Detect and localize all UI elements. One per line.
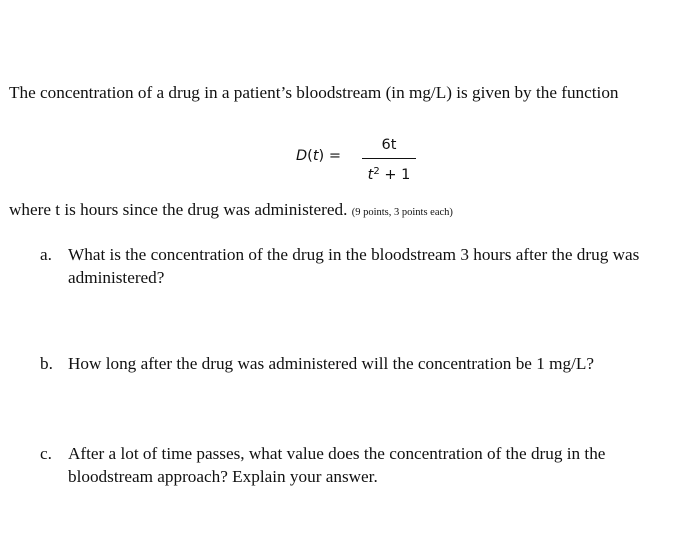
question-text: What is the concentration of the drug in the bloodstream 3 hours after the drug was administered? [68,245,640,287]
formula-fraction [362,134,416,185]
formula-denominator [362,162,416,185]
variable-definition [9,200,453,220]
formula-function-name: D [296,148,308,164]
concentration-formula [296,134,426,184]
denominator-rest: + 1 [384,167,411,183]
question-marker: b. [40,354,53,373]
denominator-exponent: 2 [373,166,380,177]
question-marker: a. [40,245,52,264]
where-text: where t is hours since the drug was administered. [9,200,348,219]
formula-numerator: 6t [381,137,397,153]
denominator-base: t [367,167,374,183]
question-marker: c. [40,444,52,463]
fraction-bar [362,158,416,159]
question-text: After a lot of time passes, what value does the concentration of the drug in the bloodstream approach? Explain your answer. [68,444,606,486]
problem-intro: The concentration of a drug in a patient’s bloodstream (in mg/L) is given by the function [9,83,619,102]
formula-lhs: D(t) = [296,148,341,164]
formula-variable: t [312,148,319,164]
formula-equals: = [328,148,341,164]
question-text: How long after the drug was administered will the concentration be 1 mg/L? [68,354,594,373]
points-note: (9 points, 3 points each) [351,207,453,218]
